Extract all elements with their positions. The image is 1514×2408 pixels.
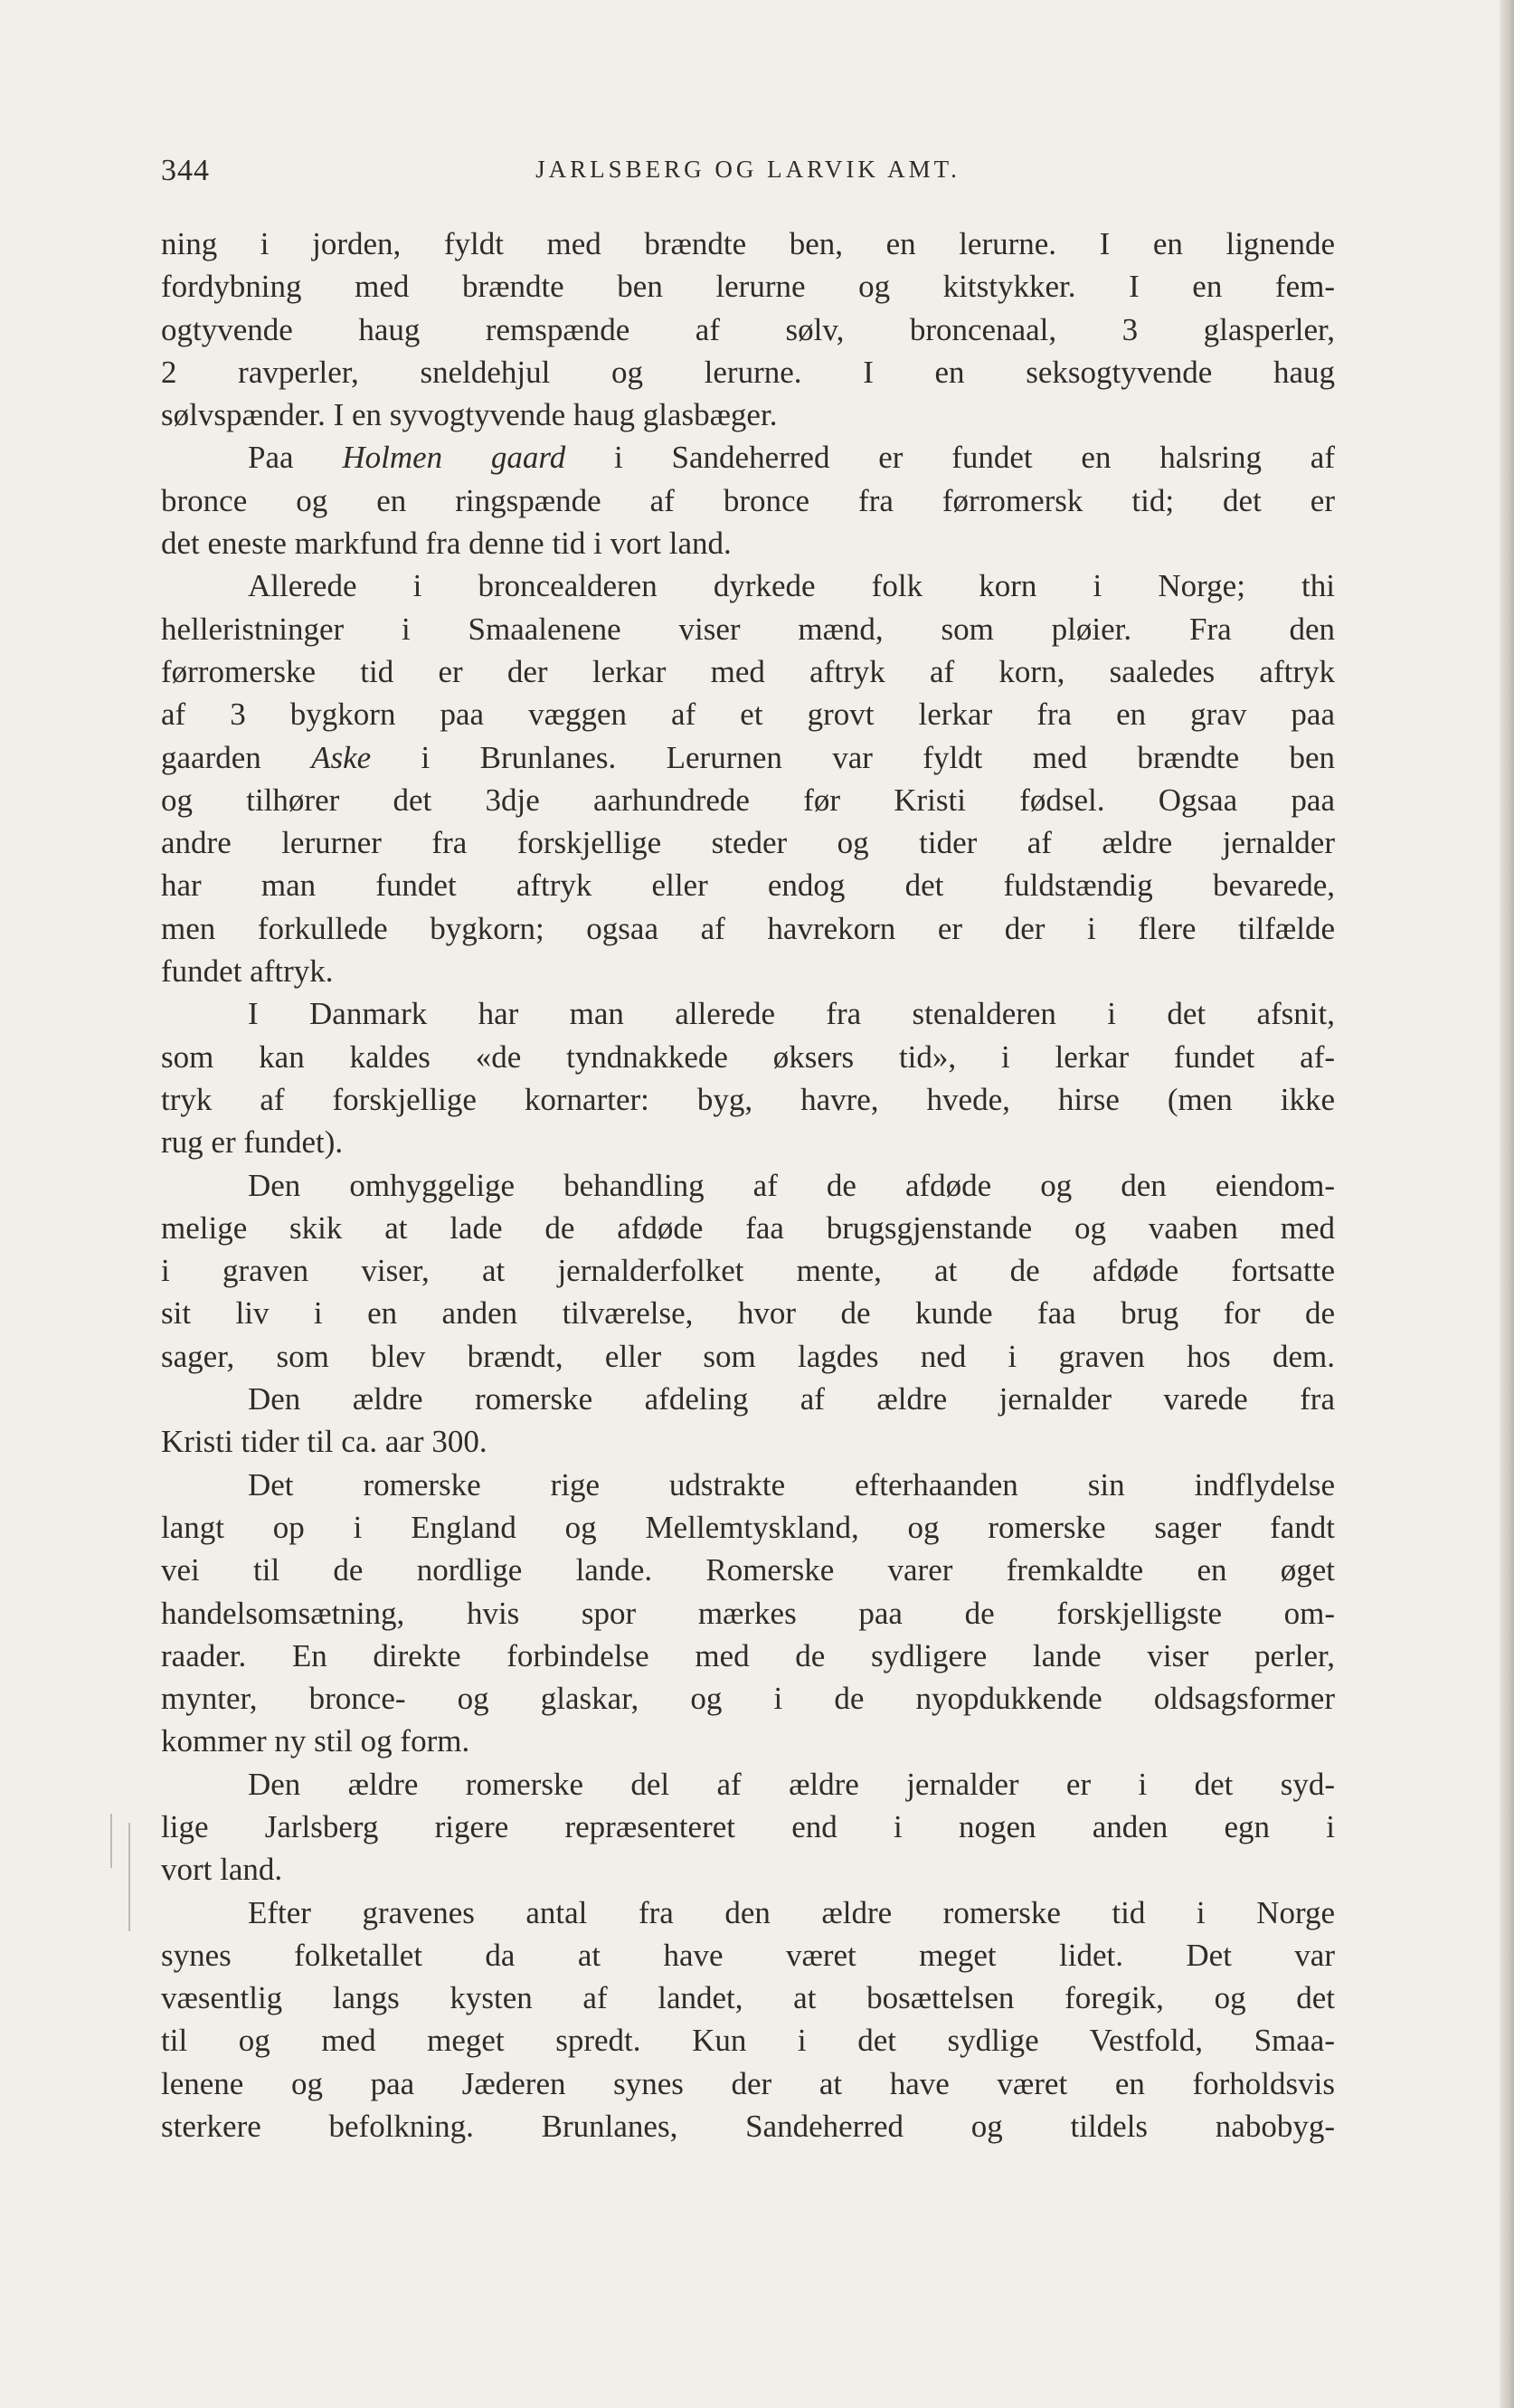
text-line: væsentlig langs kysten af landet, at bosættelsen foregik, og det: [161, 1980, 1335, 2016]
running-head: JARLSBERG OG LARVIK AMT.: [535, 156, 960, 183]
text-line: det eneste markfund fra denne tid i vort land.: [161, 526, 732, 562]
text-line: har man fundet aftryk eller endog det fuldstændig bevarede,: [161, 867, 1335, 904]
text-line: rug er fundet).: [161, 1124, 344, 1161]
text-line: Efter gravenes antal fra den ældre romerske tid i Norge: [248, 1894, 1335, 1930]
text-line: Kristi tider til ca. aar 300.: [161, 1424, 487, 1460]
text-line: og tilhører det 3dje aarhundrede før Kristi fødsel. Ogsaa paa: [161, 782, 1335, 818]
text-line: men forkullede bygkorn; ogsaa af havrekorn er der i flere tilfælde: [161, 910, 1335, 946]
text-line: melige skik at lade de afdøde faa brugsgjenstande og vaaben med: [161, 1209, 1335, 1246]
text-line: i graven viser, at jernalderfolket mente, at de afdøde fortsatte: [161, 1253, 1335, 1289]
text-line: af 3 bygkorn paa væggen af et grovt lerkar fra en grav paa: [161, 697, 1335, 733]
text-line: førromerske tid er der lerkar med aftryk af korn, saaledes aftryk: [161, 653, 1335, 689]
text-line: Paa Holmen gaard i Sandeherred er fundet en halsring af: [248, 440, 1335, 476]
text-line: 2 ravperler, sneldehjul og lerurne. I en seksogtyvende haug: [161, 354, 1335, 390]
text-line: I Danmark har man allerede fra stenalderen i det afsnit,: [248, 996, 1335, 1032]
page-edge: [1500, 0, 1514, 2408]
text-line: raader. En direkte forbindelse med de sydligere lande viser perler,: [161, 1637, 1335, 1673]
text-line: vort land.: [161, 1852, 283, 1888]
text-line: sit liv i en anden tilværelse, hvor de kunde faa brug for de: [161, 1295, 1335, 1332]
text-line: Det romerske rige udstrakte efterhaanden sin indflydelse: [248, 1466, 1335, 1503]
text-line: lenene og paa Jæderen synes der at have været en forholdsvis: [161, 2065, 1335, 2101]
text-line: som kan kaldes «de tyndnakkede øksers tid», i lerkar fundet af-: [161, 1038, 1335, 1075]
text-line: ning i jorden, fyldt med brændte ben, en lerurne. I en lignende: [161, 226, 1335, 261]
text-line: handelsomsætning, hvis spor mærkes paa de forskjelligste om-: [161, 1595, 1335, 1631]
text-line: til og med meget spredt. Kun i det sydlige Vestfold, Smaa-: [161, 2023, 1335, 2059]
text-line: ogtyvende haug remspænde af sølv, broncenaal, 3 glasperler,: [161, 311, 1335, 347]
text-line: Den ældre romerske del af ældre jernalder er i det syd-: [248, 1766, 1335, 1802]
text-line: synes folketallet da at have været meget lidet. Det var: [161, 1937, 1335, 1973]
text-line: tryk af forskjellige kornarter: byg, havre, hvede, hirse (men ikke: [161, 1081, 1335, 1117]
text-line: gaarden Aske i Brunlanes. Lerurnen var fyldt med brændte ben: [161, 739, 1335, 775]
text-line: helleristninger i Smaalenene viser mænd, som pløier. Fra den: [161, 611, 1335, 647]
text-line: kommer ny stil og form.: [161, 1723, 470, 1759]
text-line: sterkere befolkning. Brunlanes, Sandeherred og tildels nabobyg-: [161, 2109, 1335, 2145]
text-line: Den ældre romerske afdeling af ældre jernalder varede fra: [248, 1381, 1335, 1417]
text-line: fordybning med brændte ben lerurne og kitstykker. I en fem-: [161, 269, 1335, 305]
page-number: 344: [161, 154, 210, 187]
text-line: mynter, bronce- og glaskar, og i de nyopdukkende oldsagsformer: [161, 1681, 1335, 1717]
text-line: sølvspænder. I en syvogtyvende haug glasbæger.: [161, 397, 778, 433]
place-name-italic: Holmen gaard: [342, 440, 566, 476]
place-name-italic: Aske: [311, 739, 372, 775]
text-line: andre lerurner fra forskjellige steder og tider af ældre jernalder: [161, 825, 1335, 861]
text-line: Allerede i broncealderen dyrkede folk korn i Norge; thi: [248, 568, 1335, 604]
text-line: bronce og en ringspænde af bronce fra førromersk tid; det er: [161, 482, 1335, 518]
text-line: lige Jarlsberg rigere repræsenteret end i nogen anden egn i: [161, 1808, 1335, 1844]
text-line: fundet aftryk.: [161, 953, 334, 990]
text-line: vei til de nordlige lande. Romerske varer fremkaldte en øget: [161, 1552, 1335, 1588]
text-line: sager, som blev brændt, eller som lagdes ned i graven hos dem.: [161, 1338, 1335, 1374]
body-text: [161, 223, 1335, 2147]
gutter-marks: [107, 1814, 143, 1931]
text-line: Den omhyggelige behandling af de afdøde og den eiendom-: [248, 1167, 1335, 1203]
page-header: [161, 154, 1335, 194]
text-line: langt op i England og Mellemtyskland, og romerske sager fandt: [161, 1509, 1335, 1545]
